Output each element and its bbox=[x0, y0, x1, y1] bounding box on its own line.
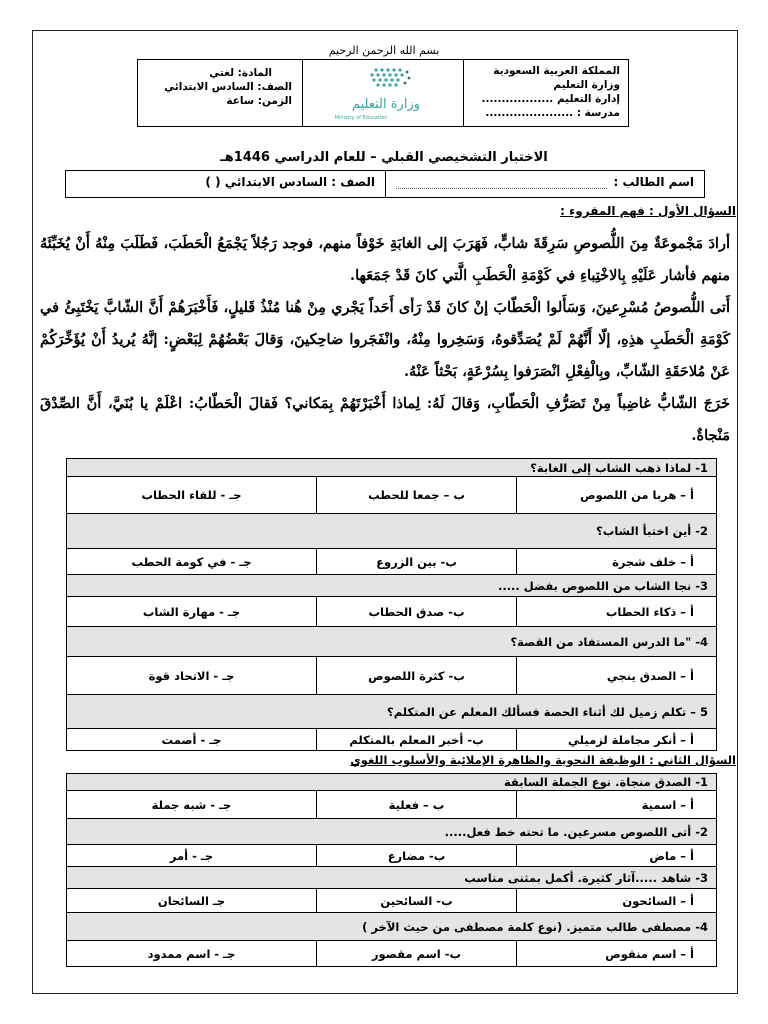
ministry-logo-icon bbox=[321, 64, 451, 122]
passage-paragraph: أَتى اللُّصوصُ مُسْرِعينَ، وَسَأَلوا الْحَطّابَ إنْ كانَ قَدْ رَأى أَحَداً يَجْري مِنْ هُنا مُنْذُ قَليلٍ، فَأَخْبَرَهُمْ أَنَّ الشّابَّ يَخْتَبِئُ في كَوْمَةِ الْحَطَبِ هذِهِ، إلّا أَنَّهُمْ لَمْ يُصَدِّقوهُ، وَسَخِروا مِنْهُ، وانْفَجَروا ضاحِكينَ، وَقالَ بَعْضُهُمْ لِبَعْضٍ: إنَّهُ يُريدُ أَنْ يُؤَخِّرَكُمْ عَنْ مُلاحَقَةِ الشّابِّ، وبِالْفِعْلِ انْصَرَفوا بِسُرْعَةٍ، بَحْثاً عَنْهُ. bbox=[40, 299, 730, 380]
option-a[interactable]: أ – هربا من اللصوص bbox=[517, 477, 717, 514]
header-right-line: المملكة العربية السعودية bbox=[493, 65, 620, 77]
question-text: 2- أين اختبأ الشاب؟ bbox=[67, 514, 717, 549]
header-left-line: الزمن: ساعة bbox=[226, 95, 292, 107]
student-info-box bbox=[65, 170, 705, 198]
question-text: 3- شاهد .....آثار كثيرة. أكمل بمثنى مناسب bbox=[67, 867, 717, 889]
option-c[interactable]: جـ - أصمت bbox=[67, 729, 317, 751]
header-box bbox=[137, 59, 629, 127]
header-subject-info bbox=[138, 60, 302, 126]
option-c[interactable]: جـ - مهارة الشاب bbox=[67, 597, 317, 627]
option-a[interactable]: أ – خلف شجرة bbox=[517, 549, 717, 575]
option-b[interactable]: ب- السائحين bbox=[317, 889, 517, 913]
option-b[interactable]: ب- أخبر المعلم بالمتكلم bbox=[317, 729, 517, 751]
header-left-line: المادة: لغتي bbox=[209, 67, 272, 79]
exam-title: الاختبار التشخيصي القبلي – للعام الدراسي 1446هـ bbox=[220, 150, 548, 165]
header-ministry-info bbox=[464, 60, 628, 126]
option-b[interactable]: ب – جمعا للحطب bbox=[317, 477, 517, 514]
passage-paragraph: أرادَ مَجْموعَةٌ مِنَ اللُّصوصِ سَرِقَةَ شابٍّ، فَهَرَبَ إلى الغابَةِ خَوْفاً منهم، فوجد رَجُلاً يَجْمَعُ الْحَطَبَ، فَطَلَبَ مِنْهُ أَنْ يُخَبِّئَهُ منهم فأشار عَلَيْهِ بِالاخْتِباءِ في كَوْمَةِ الْحَطَبِ الَّتي كانَ قَدْ جَمَعَها. bbox=[40, 235, 730, 284]
option-c[interactable]: جـ - أمر bbox=[67, 845, 317, 867]
option-c[interactable]: جـ - اسم ممدود bbox=[67, 941, 317, 967]
option-a[interactable]: أ – اسم منقوص bbox=[517, 941, 717, 967]
passage-paragraph: خَرَجَ الشّابُّ غاضِباً مِنْ تَصَرُّفِ الْحَطّابِ، وَقالَ لَهُ: لِماذا أَخْبَرْتَهُمْ بِمَكاني؟ فَقالَ الْحَطّابُ: اعْلَمْ يا بُنَيَّ، أَنَّ الصِّدْقَ مَنْجاةٌ. bbox=[40, 395, 730, 444]
question-text: 4- مصطفى طالب متميز. (نوع كلمة مصطفى من حيث الآخر ) bbox=[67, 913, 717, 941]
student-grade-label: الصف : السادس الابتدائي ( ) bbox=[205, 175, 375, 189]
option-c[interactable]: جـ - الاتحاد قوة bbox=[67, 657, 317, 695]
option-a[interactable]: أ – ماض bbox=[517, 845, 717, 867]
option-a[interactable]: أ – ذكاء الحطاب bbox=[517, 597, 717, 627]
question-text: 3- نجا الشاب من اللصوص بفضل ..... bbox=[67, 575, 717, 597]
reading-passage bbox=[40, 228, 730, 452]
section1-title: السؤال الأول : فهم المقروء : bbox=[560, 204, 736, 218]
section2-title: السؤال الثاني : الوظيفة النحوية والظاهرة الإملائية والأسلوب اللغوي bbox=[350, 753, 736, 767]
option-a[interactable]: أ – أنكر مجاملة لزميلي bbox=[517, 729, 717, 751]
basmala: بسم الله الرحمن الرحيم bbox=[328, 44, 440, 57]
question-text: 4- "ما الدرس المستفاد من القصة؟ bbox=[67, 627, 717, 657]
grammar-questions-table bbox=[66, 773, 717, 967]
student-name-cell bbox=[386, 171, 704, 197]
header-right-line: إدارة التعليم .................. bbox=[481, 93, 620, 105]
question-text: 5 – تكلم زميل لك أثناء الحصة فسألك المعلم عن المتكلم؟ bbox=[67, 695, 717, 729]
option-b[interactable]: ب- مضارع bbox=[317, 845, 517, 867]
option-b[interactable]: ب- كثرة اللصوص bbox=[317, 657, 517, 695]
student-grade-cell bbox=[66, 171, 386, 197]
option-a[interactable]: أ – اسمية bbox=[517, 791, 717, 819]
option-a[interactable]: أ – الصدق ينجي bbox=[517, 657, 717, 695]
option-b[interactable]: ب – فعلية bbox=[317, 791, 517, 819]
option-b[interactable]: ب- اسم مقصور bbox=[317, 941, 517, 967]
question-text: 1- الصدق منجاة. نوع الجملة السابقة bbox=[67, 774, 717, 791]
question-text: 2- أتى اللصوص مسرعين. ما تحته خط فعل..... bbox=[67, 819, 717, 845]
header-right-line: مدرسة : ...................... bbox=[485, 107, 620, 119]
option-c[interactable]: جـ - شبه جملة bbox=[67, 791, 317, 819]
option-b[interactable]: ب- بين الزروع bbox=[317, 549, 517, 575]
header-logo-cell bbox=[302, 60, 464, 126]
option-b[interactable]: ب- صدق الحطاب bbox=[317, 597, 517, 627]
logo-text: وزارة التعليم bbox=[351, 97, 421, 112]
option-c[interactable]: جـ - للقاء الحطاب bbox=[67, 477, 317, 514]
question-text: 1- لماذا ذهب الشاب إلى الغابة؟ bbox=[67, 459, 717, 477]
student-name-field[interactable] bbox=[396, 175, 607, 189]
option-c[interactable]: جـ السائحان bbox=[67, 889, 317, 913]
student-name-label: اسم الطالب : bbox=[613, 175, 694, 189]
header-right-line: وزارة التعليم bbox=[553, 79, 620, 91]
option-a[interactable]: أ – السائحون bbox=[517, 889, 717, 913]
logo-subtext: Ministry of Education bbox=[334, 115, 388, 121]
comprehension-questions-table bbox=[66, 458, 717, 751]
header-left-line: الصف: السادس الابتدائي bbox=[164, 81, 292, 93]
option-c[interactable]: جـ - في كومة الحطب bbox=[67, 549, 317, 575]
